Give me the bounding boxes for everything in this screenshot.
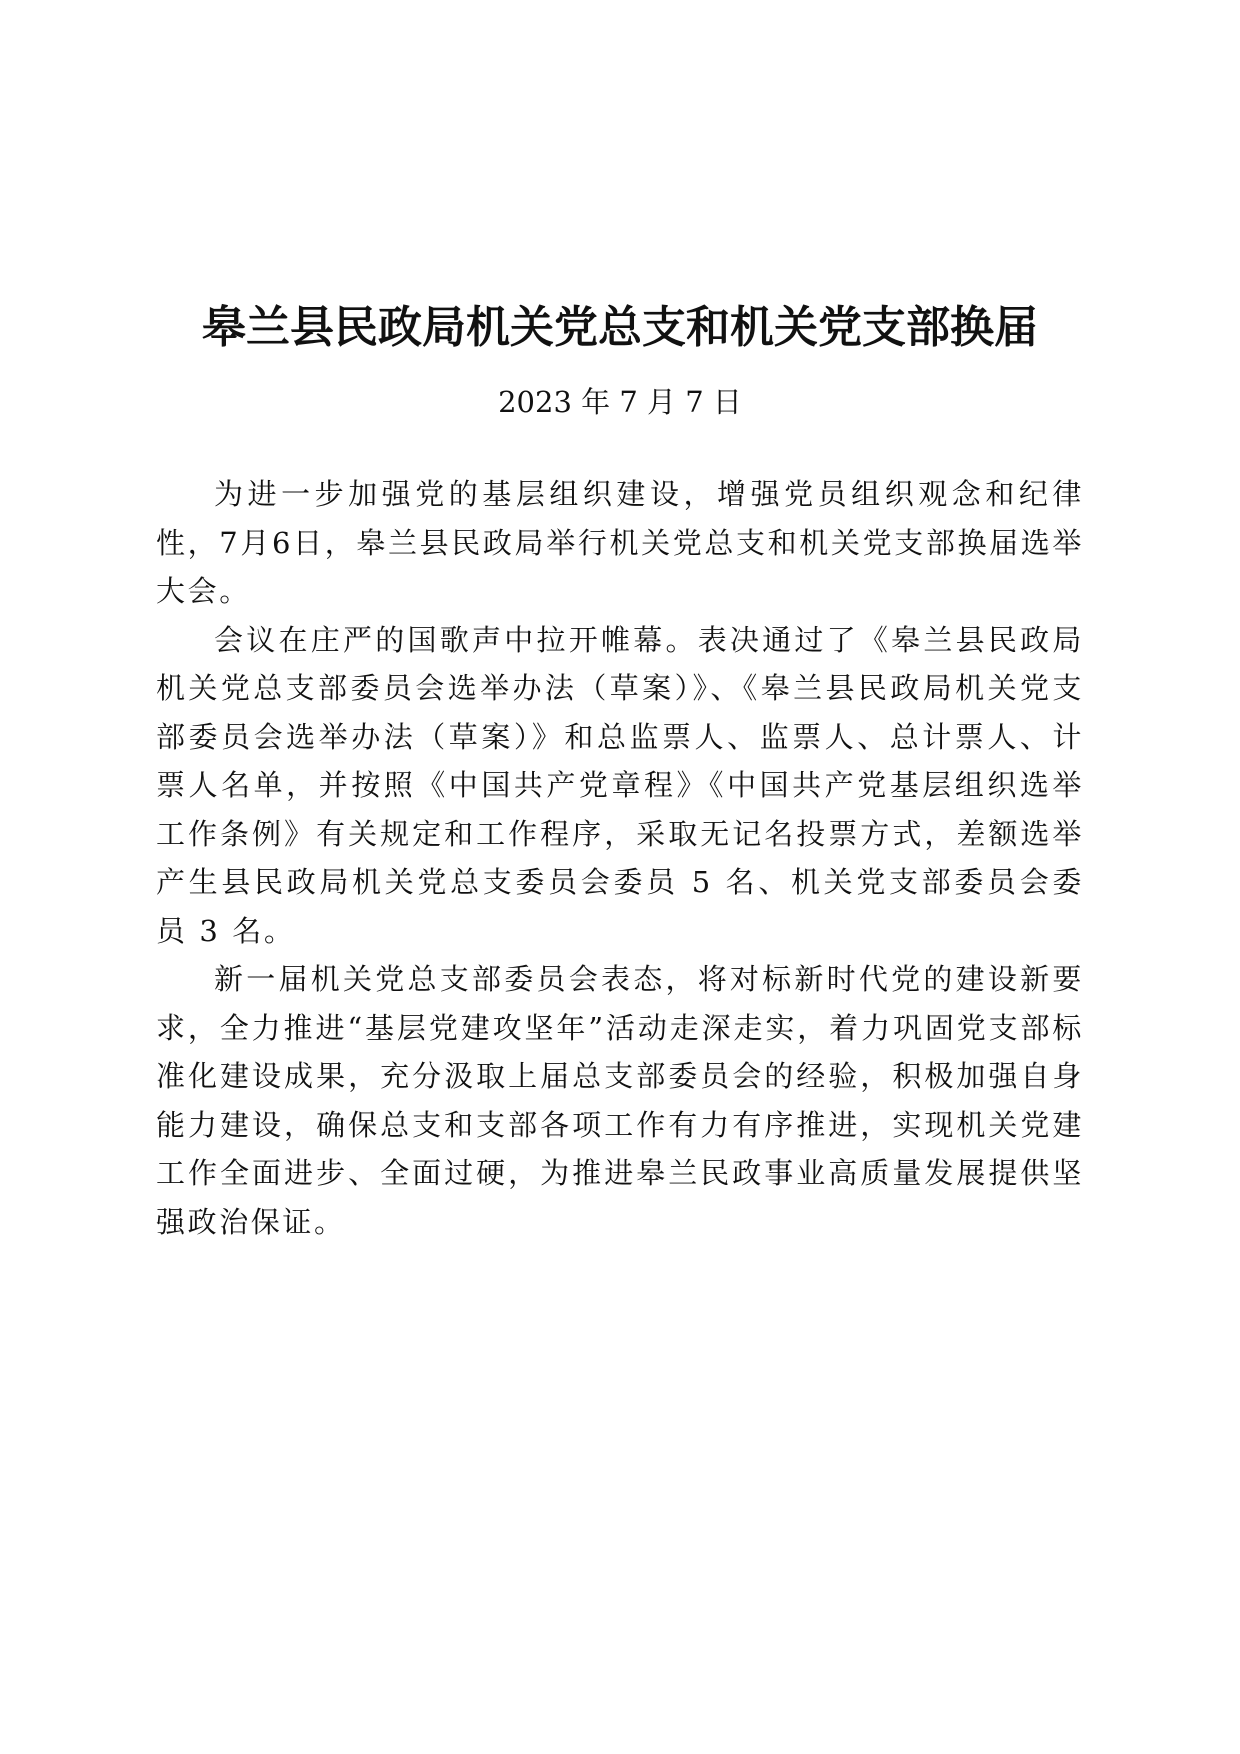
- body-paragraph-3: 新一届机关党总支部委员会表态，将对标新时代党的建设新要求，全力推进“基层党建攻坚年”活动走深走实，着力巩固党支部标准化建设成果，充分汲取上届总支部委员会的经验，积极加强自身能力建设，确保总支和支部各项工作有力有序推进，实现机关党建工作全面进步、全面过硬，为推进皋兰民政事业高质量发展提供坚强政治保证。: [156, 962, 1084, 1239]
- body-paragraph-2: 会议在庄严的国歌声中拉开帷幕。表决通过了《皋兰县民政局机关党总支部委员会选举办法（草案）》、《皋兰县民政局机关党支部委员会选举办法（草案）》和总监票人、监票人、总计票人、计票人名单，并按照《中国共产党章程》《中国共产党基层组织选举工作条例》有关规定和工作程序，采取无记名投票方式，差额选举产生县民政局机关党总支委员会委员 5 名、机关党支部委员会委员 3 名。: [156, 622, 1084, 948]
- document-title: 皋兰县民政局机关党总支和机关党支部换届: [202, 302, 1038, 353]
- document-date: 2023 年 7 月 7 日: [498, 385, 742, 419]
- document-body: [156, 470, 1084, 1246]
- body-paragraph-1: 为进一步加强党的基层组织建设，增强党员组织观念和纪律性，7月6日，皋兰县民政局举行机关党总支和机关党支部换届选举大会。: [156, 477, 1084, 608]
